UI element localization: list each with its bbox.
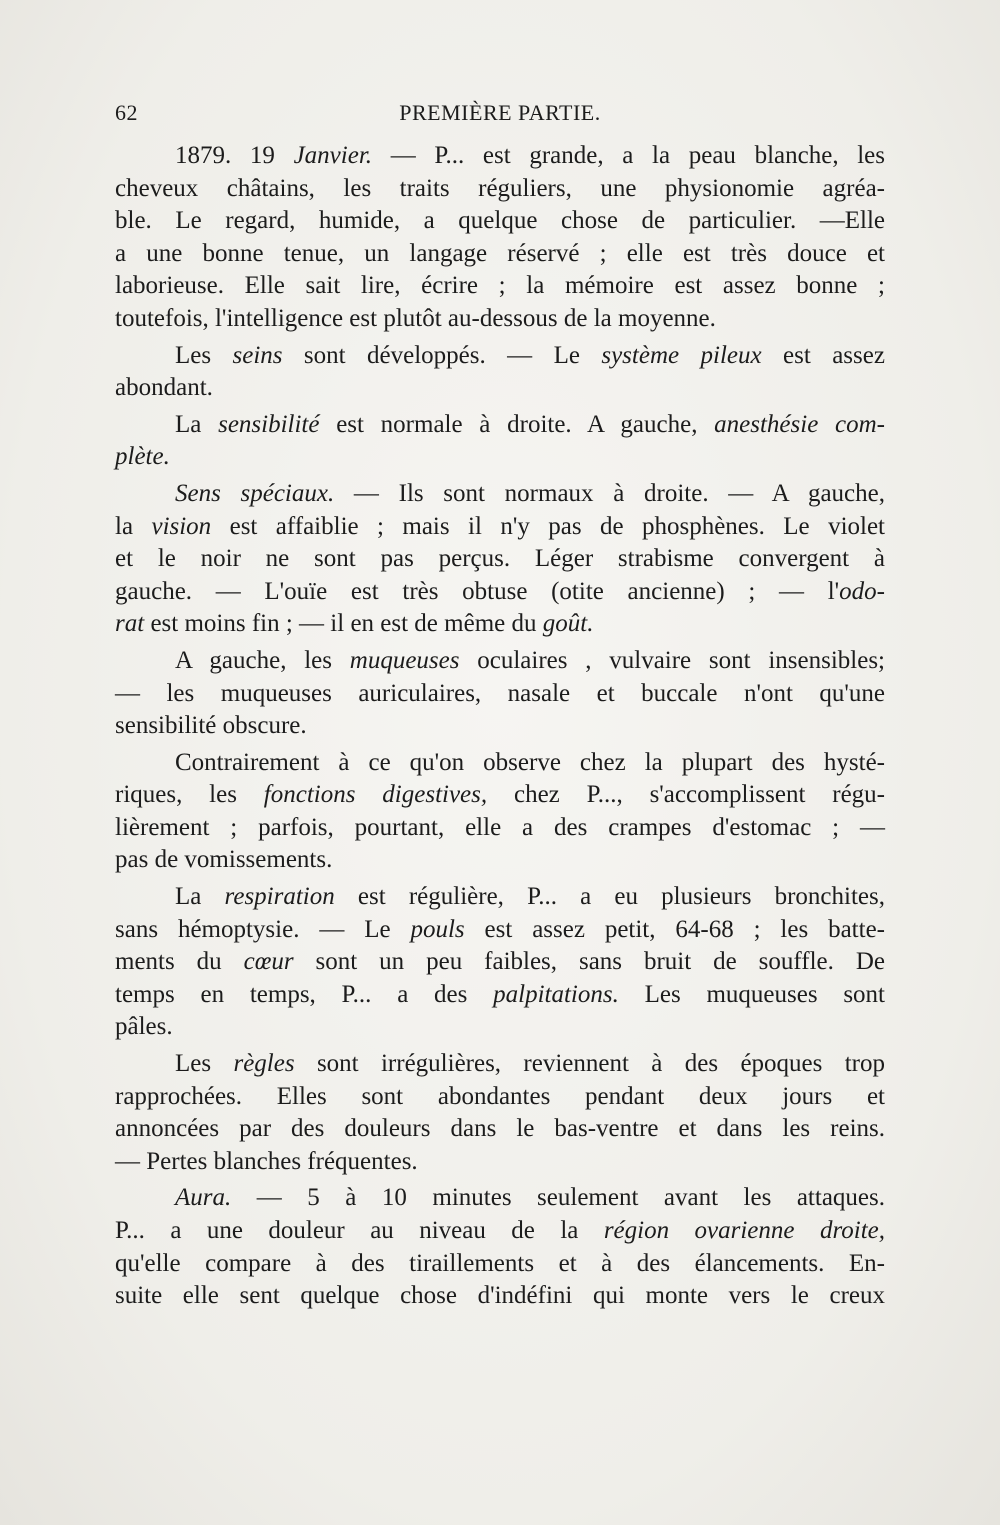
text-run: la xyxy=(115,512,152,540)
text-run: cheveux châtains, les traits réguliers, une physionomie agréa- xyxy=(115,174,885,202)
paragraph xyxy=(115,1182,885,1312)
italic-text: vision xyxy=(151,512,212,540)
text-run: chez P..., s'accomplissent régu- xyxy=(487,781,886,809)
text-run: La xyxy=(175,883,225,911)
italic-text: goût. xyxy=(542,610,594,638)
text-line xyxy=(115,303,885,336)
text-run: sensibilité obscure. xyxy=(115,712,307,740)
text-line xyxy=(115,140,885,173)
italic-text: Janvier. xyxy=(293,142,373,169)
text-line xyxy=(115,478,885,511)
text-run: a une bonne tenue, un langage réservé ; elle est très douce et xyxy=(115,239,885,267)
text-line xyxy=(115,645,885,678)
paragraph xyxy=(115,409,885,474)
text-line xyxy=(115,1146,885,1179)
text-line xyxy=(115,270,885,303)
text-run: abondant. xyxy=(115,374,213,402)
italic-text: anesthésie com- xyxy=(714,410,885,438)
text-run: rapprochées. Elles sont abondantes pendant deux jours et xyxy=(115,1082,885,1110)
text-run: pâles. xyxy=(115,1013,173,1041)
text-run: pas de vomissements. xyxy=(115,846,333,874)
text-run: Les xyxy=(175,1050,234,1078)
text-line xyxy=(115,1081,885,1114)
text-line xyxy=(115,1113,885,1146)
text-run: suite elle sent quelque chose d'indéfini qui monte vers le creux xyxy=(115,1282,885,1310)
italic-text: plète. xyxy=(115,443,170,471)
italic-text: muqueuses xyxy=(349,646,460,674)
text-line xyxy=(115,1248,885,1281)
text-line xyxy=(115,205,885,238)
italic-text: région ovarienne droite, xyxy=(603,1217,885,1244)
text-line xyxy=(115,710,885,743)
paragraph xyxy=(115,340,885,405)
italic-text: fonctions digestives, xyxy=(263,781,488,809)
text-run: laborieuse. Elle sait lire, écrire ; la mémoire est assez bonne ; xyxy=(115,272,885,300)
paragraph xyxy=(115,478,885,641)
body-text xyxy=(115,140,885,1313)
text-run: est assez petit, 64-68 ; les batte- xyxy=(464,915,885,943)
italic-text: Sens spéciaux. xyxy=(175,479,335,507)
text-run: est normale à droite. A gauche, xyxy=(319,410,715,438)
text-run: — les muqueuses auriculaires, nasale et buccale n'ont qu'une xyxy=(115,679,885,707)
text-run: lièrement ; parfois, pourtant, elle a des crampes d'estomac ; — xyxy=(115,813,885,841)
text-line xyxy=(115,173,885,206)
paragraph xyxy=(115,881,885,1044)
page-number: 62 xyxy=(115,100,138,125)
italic-text: seins xyxy=(232,341,283,369)
text-run: P... a une douleur au niveau de la xyxy=(115,1217,604,1244)
text-line xyxy=(115,779,885,812)
text-line xyxy=(115,441,885,474)
italic-text: respiration xyxy=(224,883,335,911)
text-line xyxy=(115,1182,885,1215)
text-run: qu'elle compare à des tiraillements et à des élancements. En- xyxy=(115,1249,885,1277)
text-run: sont irrégulières, reviennent à des époques trop xyxy=(294,1050,885,1078)
italic-text: palpitations. xyxy=(493,980,619,1008)
text-run: est assez xyxy=(761,341,885,369)
running-title: PREMIÈRE PARTIE. xyxy=(399,100,601,125)
italic-text: pouls xyxy=(410,915,465,943)
text-run: et le noir ne sont pas perçus. Léger strabisme convergent à xyxy=(115,545,885,573)
text-line xyxy=(115,543,885,576)
paragraph xyxy=(115,1048,885,1178)
text-run: 1879. 19 xyxy=(175,142,294,169)
text-run: La xyxy=(175,410,219,438)
italic-text: système pileux xyxy=(601,341,762,369)
text-line xyxy=(115,1215,885,1248)
text-line xyxy=(115,678,885,711)
text-run: toutefois, l'intelligence est plutôt au-dessous de la moyenne. xyxy=(115,304,716,332)
text-line xyxy=(115,747,885,780)
text-run: est régulière, P... a eu plusieurs bronchites, xyxy=(334,883,885,911)
paragraph xyxy=(115,747,885,877)
text-run: oculaires , vulvaire sont insensibles; xyxy=(459,646,886,674)
text-line xyxy=(115,409,885,442)
text-run: — P... est grande, a la peau blanche, les xyxy=(372,142,885,169)
text-line xyxy=(115,372,885,405)
text-run: — Pertes blanches fréquentes. xyxy=(115,1147,418,1175)
running-header xyxy=(115,100,885,132)
text-line xyxy=(115,238,885,271)
text-line xyxy=(115,946,885,979)
text-run: annoncées par des douleurs dans le bas-ventre et dans les reins. xyxy=(115,1115,885,1143)
text-run: est affaiblie ; mais il n'y pas de phosphènes. Le violet xyxy=(211,512,886,540)
text-run: Contrairement à ce qu'on observe chez la plupart des hysté- xyxy=(175,748,885,776)
italic-text: cœur xyxy=(243,948,294,976)
paragraph xyxy=(115,140,885,336)
text-run: est moins fin ; — il en est de même du xyxy=(144,610,543,638)
paragraph xyxy=(115,645,885,743)
text-line xyxy=(115,812,885,845)
text-run: gauche. — L'ouïe est très obtuse (otite ancienne) ; — l' xyxy=(115,577,840,605)
text-run: temps en temps, P... a des xyxy=(115,980,494,1008)
text-run: A gauche, les xyxy=(175,646,350,674)
italic-text: règles xyxy=(233,1050,295,1078)
text-run: — Ils sont normaux à droite. — A gauche, xyxy=(334,479,885,507)
text-line xyxy=(115,608,885,641)
text-run: Les xyxy=(175,341,233,369)
text-line xyxy=(115,1280,885,1313)
text-line xyxy=(115,979,885,1012)
text-line xyxy=(115,914,885,947)
text-line xyxy=(115,1011,885,1044)
italic-text: sensibilité xyxy=(218,410,320,438)
text-line xyxy=(115,340,885,373)
text-run: sont un peu faibles, sans bruit de souffle. De xyxy=(293,948,885,976)
text-run: sont développés. — Le xyxy=(282,341,602,369)
text-line xyxy=(115,1048,885,1081)
text-line xyxy=(115,511,885,544)
text-run: Les muqueuses sont xyxy=(618,980,885,1008)
text-run: — 5 à 10 minutes seulement avant les attaques. xyxy=(231,1184,885,1212)
italic-text: odo- xyxy=(839,577,885,605)
text-run: ble. Le regard, humide, a quelque chose de particulier. —Elle xyxy=(115,207,885,235)
text-line xyxy=(115,844,885,877)
italic-text: rat xyxy=(115,610,145,638)
italic-text: Aura. xyxy=(175,1184,232,1212)
text-line xyxy=(115,576,885,609)
text-line xyxy=(115,881,885,914)
text-run: ments du xyxy=(115,948,244,976)
text-run: sans hémoptysie. — Le xyxy=(115,915,411,943)
text-run: riques, les xyxy=(115,781,264,809)
